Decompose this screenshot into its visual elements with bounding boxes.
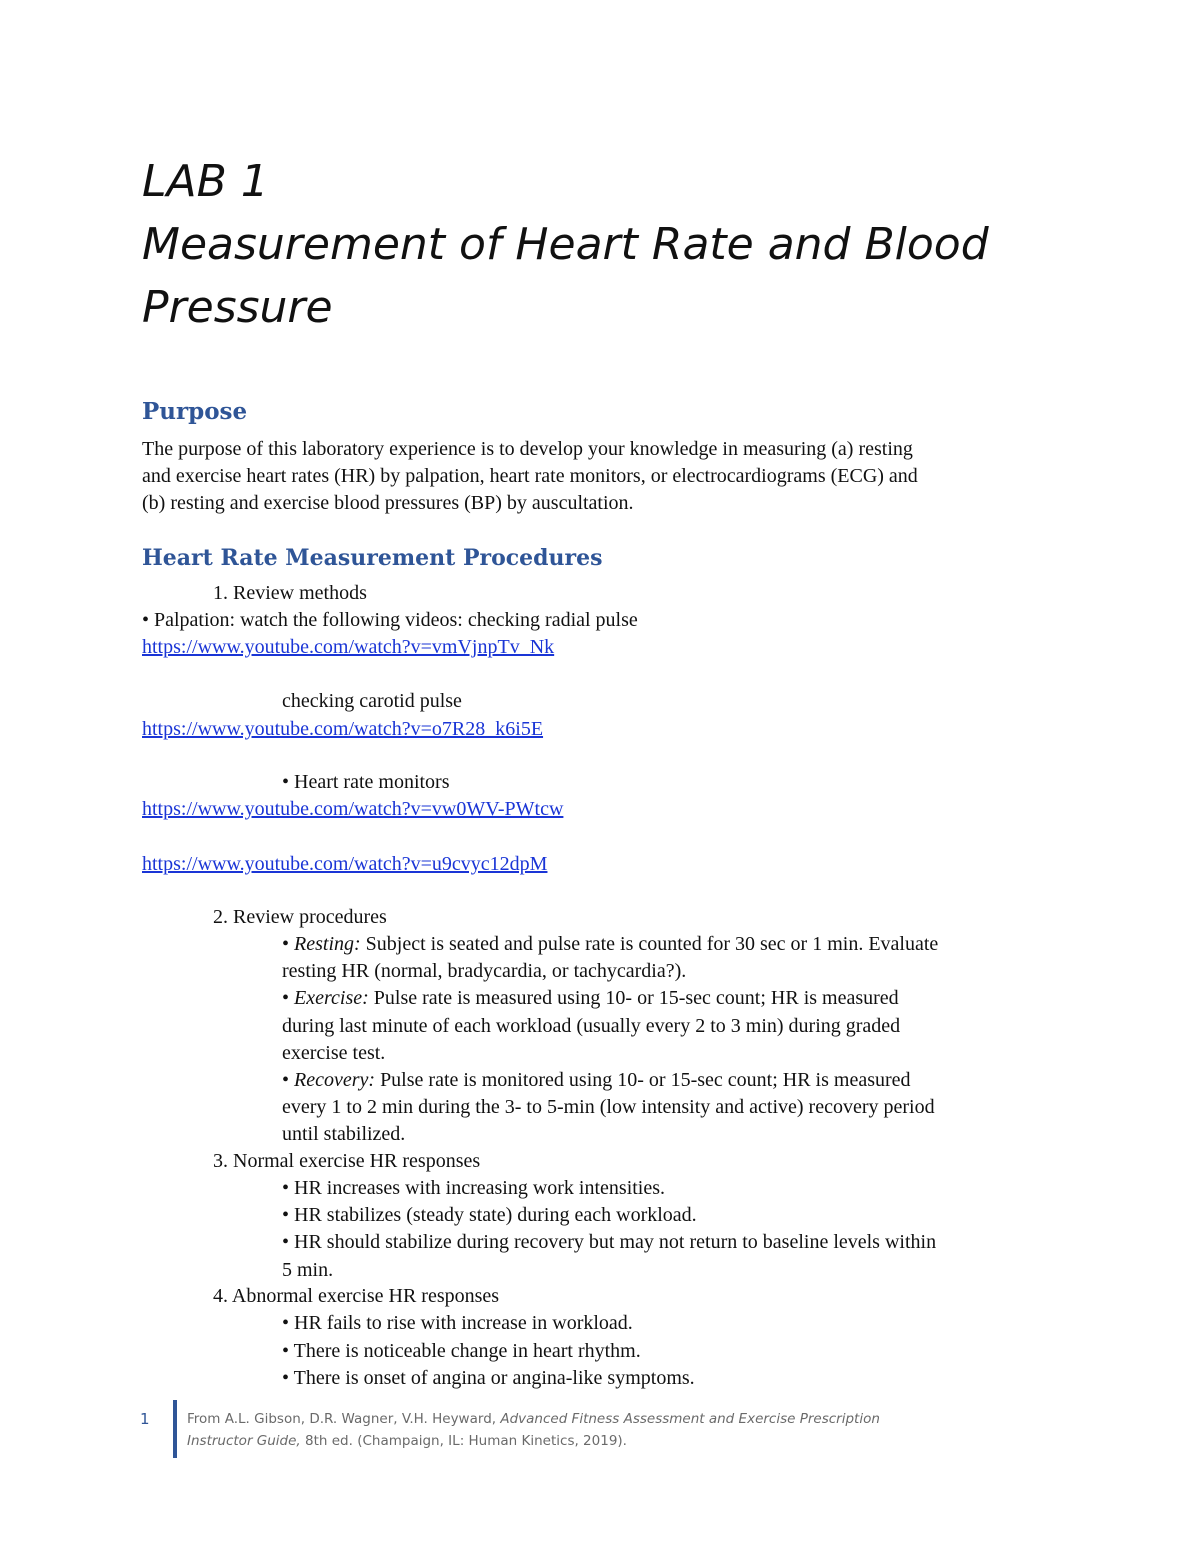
item-abnormal-responses: 4. Abnormal exercise HR responses: [213, 1285, 500, 1307]
citation-line-1: [187, 1408, 880, 1430]
exercise-line-2: during last minute of each workload (usually every 2 to 3 min) during graded: [282, 1015, 901, 1037]
recovery-line-1: [282, 1067, 911, 1094]
palpation-text: • Palpation: watch the following videos: checking radial pulse: [142, 609, 638, 631]
exercise-line-1: [282, 985, 899, 1012]
exercise-line-3: exercise test.: [282, 1042, 386, 1064]
item-review-procedures: 2. Review procedures: [213, 906, 387, 928]
bullet: •: [282, 1069, 295, 1091]
purpose-line: The purpose of this laboratory experience is to develop your knowledge in measuring (a) resting: [142, 438, 913, 460]
monitor-link-line-2: [142, 851, 547, 878]
title-line-3: Pressure: [142, 282, 333, 333]
purpose-heading: Purpose: [142, 398, 248, 425]
purpose-paragraph: [142, 436, 918, 517]
citation-publisher: 8th ed. (Champaign, IL: Human Kinetics, 2019).: [300, 1433, 627, 1449]
hr-monitor-video-link-1[interactable]: https://www.youtube.com/watch?v=vw0WV-PWtcw: [142, 798, 564, 820]
citation-title-cont: Instructor Guide,: [187, 1433, 301, 1449]
footer-divider: [173, 1400, 177, 1458]
resting-term: Resting:: [294, 933, 361, 955]
recovery-line-3: until stabilized.: [282, 1123, 406, 1145]
item-review-methods: 1. Review methods: [213, 582, 367, 604]
recovery-text: Pulse rate is monitored using 10- or 15-sec count; HR is measured: [375, 1069, 911, 1091]
purpose-line: (b) resting and exercise blood pressures (BP) by auscultation.: [142, 492, 634, 514]
normal-response-1: • HR increases with increasing work intensities.: [282, 1177, 666, 1199]
citation-title: Advanced Fitness Assessment and Exercise Prescription: [500, 1411, 880, 1427]
radial-link-line: [142, 634, 554, 661]
exercise-term: Exercise:: [294, 987, 369, 1009]
citation-note: [187, 1408, 880, 1452]
title-lab-number: LAB 1: [142, 156, 269, 207]
monitor-link-line-1: [142, 796, 563, 823]
hr-procedures-heading: Heart Rate Measurement Procedures: [142, 545, 603, 571]
document-title: [142, 150, 1102, 339]
normal-response-2: • HR stabilizes (steady state) during each workload.: [282, 1204, 697, 1226]
carotid-text: checking carotid pulse: [282, 690, 462, 712]
recovery-term: Recovery:: [294, 1069, 376, 1091]
resting-text: Subject is seated and pulse rate is counted for 30 sec or 1 min. Evaluate: [360, 933, 939, 955]
recovery-line-2: every 1 to 2 min during the 3- to 5-min (low intensity and active) recovery period: [282, 1096, 935, 1118]
citation-authors: From A.L. Gibson, D.R. Wagner, V.H. Heyward,: [187, 1411, 501, 1427]
page-footer: [0, 1400, 1200, 1460]
resting-line-1: [282, 931, 938, 958]
abnormal-response-3: • There is onset of angina or angina-like symptoms.: [282, 1367, 695, 1389]
hr-monitor-video-link-2[interactable]: https://www.youtube.com/watch?v=u9cvyc12dpM: [142, 853, 548, 875]
radial-pulse-video-link[interactable]: https://www.youtube.com/watch?v=vmVjnpTv_Nk: [142, 636, 555, 658]
carotid-link-line: [142, 716, 543, 743]
citation-line-2: [187, 1430, 880, 1452]
normal-response-3-cont: 5 min.: [282, 1259, 334, 1281]
page-number: 1: [140, 1410, 150, 1428]
bullet: •: [282, 987, 295, 1009]
abnormal-response-2: • There is noticeable change in heart rhythm.: [282, 1340, 641, 1362]
bullet: •: [282, 933, 295, 955]
title-line-2: Measurement of Heart Rate and Blood: [142, 219, 989, 270]
normal-response-3: • HR should stabilize during recovery but may not return to baseline levels within: [282, 1231, 937, 1253]
purpose-line: and exercise heart rates (HR) by palpation, heart rate monitors, or electrocardiograms (ECG) and: [142, 465, 918, 487]
exercise-text: Pulse rate is measured using 10- or 15-sec count; HR is measured: [368, 987, 899, 1009]
resting-line-2: resting HR (normal, bradycardia, or tachycardia?).: [282, 960, 687, 982]
hr-monitors-text: • Heart rate monitors: [282, 771, 450, 793]
abnormal-response-1: • HR fails to rise with increase in workload.: [282, 1312, 633, 1334]
carotid-pulse-video-link[interactable]: https://www.youtube.com/watch?v=o7R28_k6i5E: [142, 718, 544, 740]
item-normal-responses: 3. Normal exercise HR responses: [213, 1150, 481, 1172]
